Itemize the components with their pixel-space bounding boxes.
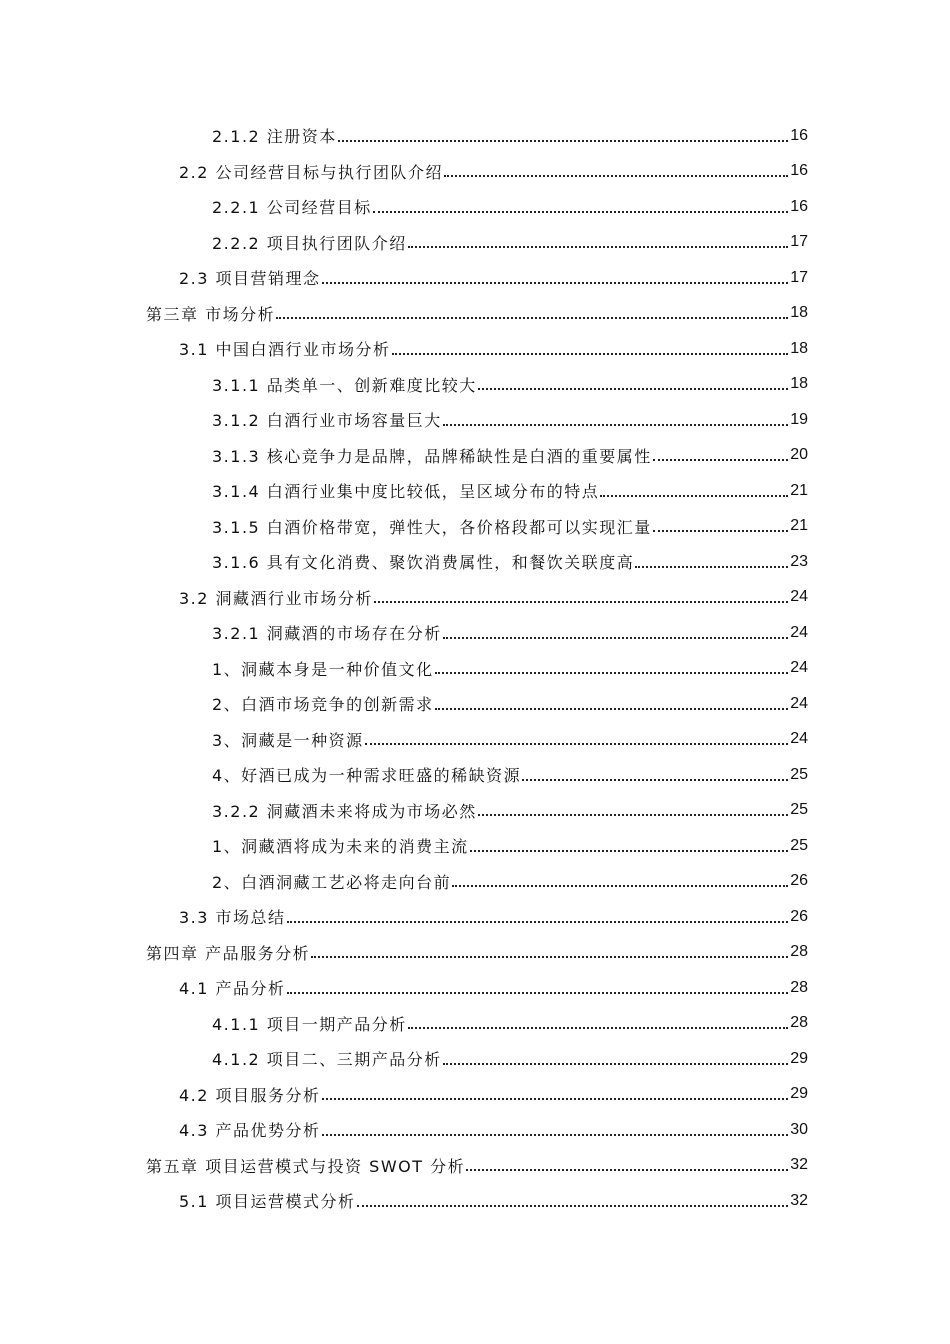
toc-entry[interactable] xyxy=(0,828,950,864)
toc-entry-page-number: 16 xyxy=(790,162,808,180)
toc-entry-title: 3.1.1 品类单一、创新难度比较大 xyxy=(212,375,477,395)
toc-entry-page-number: 30 xyxy=(790,1120,808,1138)
toc-entry[interactable] xyxy=(0,367,950,403)
toc-entry-title: 4.1.2 项目二、三期产品分析 xyxy=(212,1050,442,1070)
toc-entry-title: 3.1.2 白酒行业市场容量巨大 xyxy=(212,411,442,431)
toc-entry-page-number: 20 xyxy=(790,446,808,464)
toc-entry-page-number: 25 xyxy=(790,801,808,819)
toc-dot-leader xyxy=(435,708,789,710)
toc-entry-page-number: 28 xyxy=(790,1014,808,1032)
toc-dot-leader xyxy=(408,1027,788,1029)
toc-dot-leader xyxy=(322,282,789,284)
toc-entry-title: 2.3 项目营销理念 xyxy=(179,269,321,289)
toc-entry[interactable] xyxy=(0,935,950,971)
toc-entry[interactable] xyxy=(0,1148,950,1184)
toc-dot-leader xyxy=(322,1134,789,1136)
toc-dot-leader xyxy=(600,495,788,497)
toc-entry[interactable] xyxy=(0,899,950,935)
toc-entry-title: 第四章 产品服务分析 xyxy=(146,943,311,963)
toc-entry-title: 3.3 市场总结 xyxy=(179,908,286,928)
toc-dot-leader xyxy=(365,743,789,745)
toc-entry-page-number: 32 xyxy=(790,1191,808,1209)
toc-dot-leader xyxy=(408,246,788,248)
toc-entry[interactable] xyxy=(0,260,950,296)
toc-entry-title: 4、好酒已成为一种需求旺盛的稀缺资源 xyxy=(212,766,522,786)
toc-entry-page-number: 28 xyxy=(790,978,808,996)
toc-entry[interactable] xyxy=(0,331,950,367)
toc-entry[interactable] xyxy=(0,757,950,793)
toc-entry-title: 3.2.1 洞藏酒的市场存在分析 xyxy=(212,624,442,644)
toc-dot-leader xyxy=(653,459,788,461)
toc-entry[interactable] xyxy=(0,544,950,580)
toc-entry[interactable] xyxy=(0,154,950,190)
toc-dot-leader xyxy=(287,921,789,923)
toc-entry-title: 2.2.2 项目执行团队介绍 xyxy=(212,233,407,253)
toc-entry-page-number: 25 xyxy=(790,765,808,783)
toc-entry[interactable] xyxy=(0,402,950,438)
toc-dot-leader xyxy=(443,637,788,639)
toc-dot-leader xyxy=(276,317,788,319)
toc-entry-page-number: 16 xyxy=(790,197,808,215)
toc-entry[interactable] xyxy=(0,438,950,474)
toc-entry-title: 2、白酒洞藏工艺必将走向台前 xyxy=(212,872,452,892)
toc-dot-leader xyxy=(466,1169,788,1171)
toc-entry-title: 3.1.6 具有文化消费、聚饮消费属性，和餐饮关联度高 xyxy=(212,553,635,573)
toc-dot-leader xyxy=(478,388,788,390)
toc-entry-page-number: 18 xyxy=(790,304,808,322)
toc-entry[interactable] xyxy=(0,615,950,651)
toc-entry-page-number: 17 xyxy=(790,268,808,286)
toc-entry-page-number: 26 xyxy=(790,907,808,925)
toc-entry-page-number: 32 xyxy=(790,1156,808,1174)
toc-dot-leader xyxy=(478,814,788,816)
toc-entry[interactable] xyxy=(0,970,950,1006)
toc-entry[interactable] xyxy=(0,1077,950,1113)
toc-entry[interactable] xyxy=(0,793,950,829)
toc-entry-page-number: 24 xyxy=(790,659,808,677)
toc-entry[interactable] xyxy=(0,864,950,900)
toc-dot-leader xyxy=(373,211,788,213)
toc-entry[interactable] xyxy=(0,580,950,616)
toc-entry-title: 2.1.2 注册资本 xyxy=(212,127,337,147)
toc-entry-page-number: 16 xyxy=(790,126,808,144)
toc-entry[interactable] xyxy=(0,509,950,545)
toc-entry[interactable] xyxy=(0,1041,950,1077)
toc-dot-leader xyxy=(287,992,789,994)
toc-entry-title: 3.1 中国白酒行业市场分析 xyxy=(179,340,391,360)
toc-dot-leader xyxy=(374,601,788,603)
toc-entry-page-number: 24 xyxy=(790,694,808,712)
toc-dot-leader xyxy=(522,779,788,781)
toc-entry-title: 3.2 洞藏酒行业市场分析 xyxy=(179,588,374,608)
toc-entry[interactable] xyxy=(0,686,950,722)
toc-entry-page-number: 26 xyxy=(790,872,808,890)
toc-dot-leader xyxy=(444,175,788,177)
table-of-contents xyxy=(0,118,950,1219)
toc-entry-page-number: 21 xyxy=(790,517,808,535)
toc-entry-page-number: 29 xyxy=(790,1049,808,1067)
toc-dot-leader xyxy=(452,885,788,887)
toc-entry-title: 3.1.4 白酒行业集中度比较低，呈区域分布的特点 xyxy=(212,482,600,502)
toc-dot-leader xyxy=(435,672,789,674)
toc-entry[interactable] xyxy=(0,118,950,154)
toc-entry-title: 3.1.5 白酒价格带宽，弹性大，各价格段都可以实现汇量 xyxy=(212,517,652,537)
toc-dot-leader xyxy=(311,956,788,958)
toc-entry-page-number: 23 xyxy=(790,552,808,570)
toc-entry-title: 2.2 公司经营目标与执行团队介绍 xyxy=(179,162,444,182)
toc-entry-title: 4.1 产品分析 xyxy=(179,979,286,999)
toc-entry-title: 4.1.1 项目一期产品分析 xyxy=(212,1014,407,1034)
toc-dot-leader xyxy=(443,1063,788,1065)
toc-entry-page-number: 28 xyxy=(790,943,808,961)
toc-entry-page-number: 19 xyxy=(790,410,808,428)
toc-entry-title: 4.3 产品优势分析 xyxy=(179,1121,321,1141)
toc-entry-title: 第三章 市场分析 xyxy=(146,304,276,324)
toc-entry-title: 1、洞藏酒将成为未来的消费主流 xyxy=(212,837,469,857)
toc-dot-leader xyxy=(392,353,789,355)
toc-entry-title: 3、洞藏是一种资源 xyxy=(212,730,364,750)
toc-entry-page-number: 18 xyxy=(790,375,808,393)
toc-dot-leader xyxy=(635,566,788,568)
toc-dot-leader xyxy=(338,140,788,142)
toc-entry[interactable] xyxy=(0,1112,950,1148)
toc-entry-title: 5.1 项目运营模式分析 xyxy=(179,1192,356,1212)
toc-entry-title: 3.1.3 核心竞争力是品牌，品牌稀缺性是白酒的重要属性 xyxy=(212,446,652,466)
toc-entry[interactable] xyxy=(0,722,950,758)
toc-entry[interactable] xyxy=(0,651,950,687)
toc-entry[interactable] xyxy=(0,189,950,225)
toc-entry-page-number: 24 xyxy=(790,588,808,606)
toc-entry-page-number: 29 xyxy=(790,1085,808,1103)
toc-entry-title: 第五章 项目运营模式与投资 SWOT 分析 xyxy=(146,1156,466,1176)
toc-entry[interactable] xyxy=(0,1183,950,1219)
toc-entry-title: 1、洞藏本身是一种价值文化 xyxy=(212,659,434,679)
toc-entry-page-number: 24 xyxy=(790,623,808,641)
toc-entry-page-number: 24 xyxy=(790,730,808,748)
toc-entry-page-number: 18 xyxy=(790,339,808,357)
toc-entry[interactable] xyxy=(0,1006,950,1042)
toc-entry-page-number: 21 xyxy=(790,481,808,499)
toc-dot-leader xyxy=(322,1098,789,1100)
toc-entry-title: 2、白酒市场竞争的创新需求 xyxy=(212,695,434,715)
toc-entry-title: 3.2.2 洞藏酒未来将成为市场必然 xyxy=(212,801,477,821)
toc-entry-title: 2.2.1 公司经营目标 xyxy=(212,198,372,218)
toc-dot-leader xyxy=(653,530,788,532)
toc-entry-page-number: 25 xyxy=(790,836,808,854)
toc-entry-page-number: 17 xyxy=(790,233,808,251)
toc-dot-leader xyxy=(443,424,788,426)
toc-entry-title: 4.2 项目服务分析 xyxy=(179,1085,321,1105)
toc-entry[interactable] xyxy=(0,473,950,509)
toc-entry[interactable] xyxy=(0,225,950,261)
toc-dot-leader xyxy=(470,850,789,852)
toc-entry[interactable] xyxy=(0,296,950,332)
toc-dot-leader xyxy=(357,1205,789,1207)
